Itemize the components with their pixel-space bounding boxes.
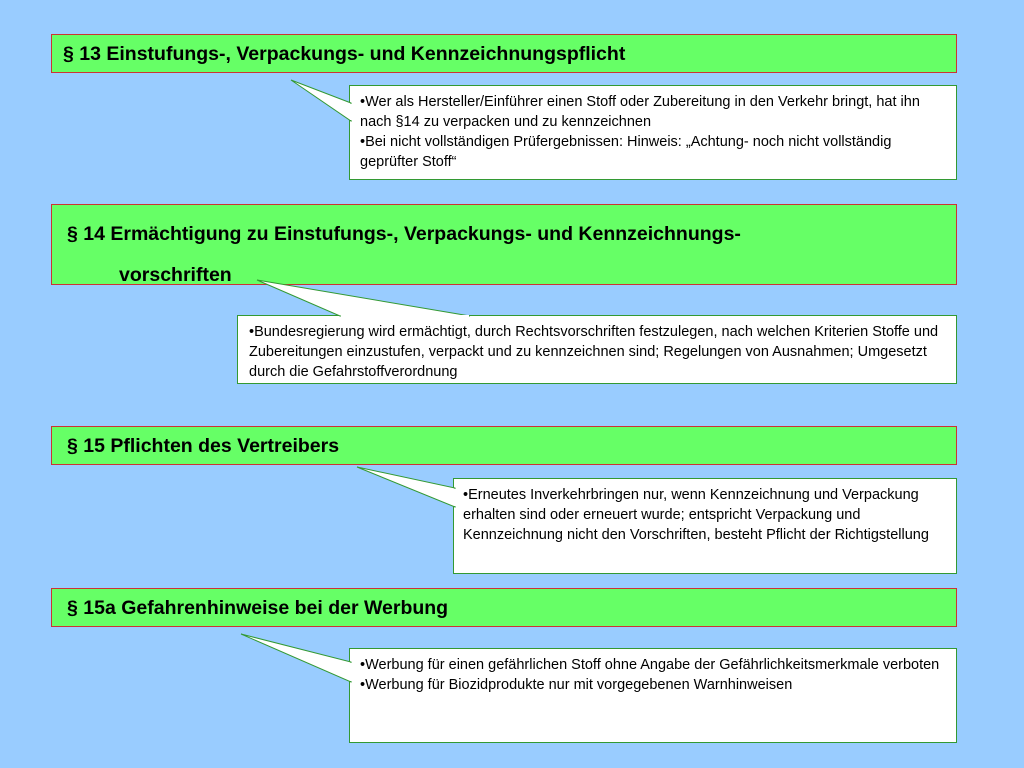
section-13-bullet-1: •Wer als Hersteller/Einführer einen Stoff oder Zubereitung in den Verkehr bringt, hat ihn nach §14 zu verpacken und zu kennzeichnen bbox=[360, 94, 920, 130]
section-15-heading bbox=[51, 426, 957, 465]
section-13-heading-text: § 13 Einstufungs-, Verpackungs- und Kennzeichnungspflicht bbox=[63, 43, 626, 65]
section-13-heading bbox=[51, 34, 957, 73]
section-15-heading-text: § 15 Pflichten des Vertreibers bbox=[67, 435, 340, 457]
section-15-callout-tail bbox=[357, 467, 455, 507]
section-15a-heading-text: § 15a Gefahrenhinweise bei der Werbung bbox=[67, 597, 449, 619]
section-13-callout-tail bbox=[291, 80, 351, 121]
section-15-callout bbox=[453, 478, 957, 574]
section-15a-callout-tail bbox=[241, 634, 351, 682]
section-14-heading-line-2: vorschriften bbox=[119, 264, 232, 286]
section-15a-bullet-1: •Werbung für einen gefährlichen Stoff ohne Angabe der Gefährlichkeitsmerkmale verboten bbox=[360, 657, 940, 673]
section-15a-callout bbox=[349, 648, 957, 743]
section-15-bullet-1: •Erneutes Inverkehrbringen nur, wenn Kennzeichnung und Verpackung erhalten sind oder erneuert wurde; entspricht Verpackung und Kennzeichnung nicht den Vorschriften, besteht Pflicht der Richtigstellung bbox=[463, 487, 929, 543]
section-14-bullet-1: •Bundesregierung wird ermächtigt, durch Rechtsvorschriften festzulegen, nach welchen Kriterien Stoffe und Zubereitungen einzustufen, verpackt und zu kennzeichnen sind; Regelungen von Ausnahmen; Umgesetzt durch die Gefahrstoffverordnung bbox=[249, 324, 939, 380]
section-14-heading bbox=[51, 204, 957, 285]
section-14-heading-line-1: § 14 Ermächtigung zu Einstufungs-, Verpackungs- und Kennzeichnungs- bbox=[67, 223, 741, 245]
section-15a-bullet-2: •Werbung für Biozidprodukte nur mit vorgegebenen Warnhinweisen bbox=[360, 677, 793, 693]
section-14-callout bbox=[237, 315, 957, 384]
section-15a-heading bbox=[51, 588, 957, 627]
section-13-bullet-2: •Bei nicht vollständigen Prüfergebnissen: Hinweis: „Achtung- noch nicht vollständig geprüfter Stoff“ bbox=[360, 134, 892, 170]
section-13-callout bbox=[349, 85, 957, 180]
